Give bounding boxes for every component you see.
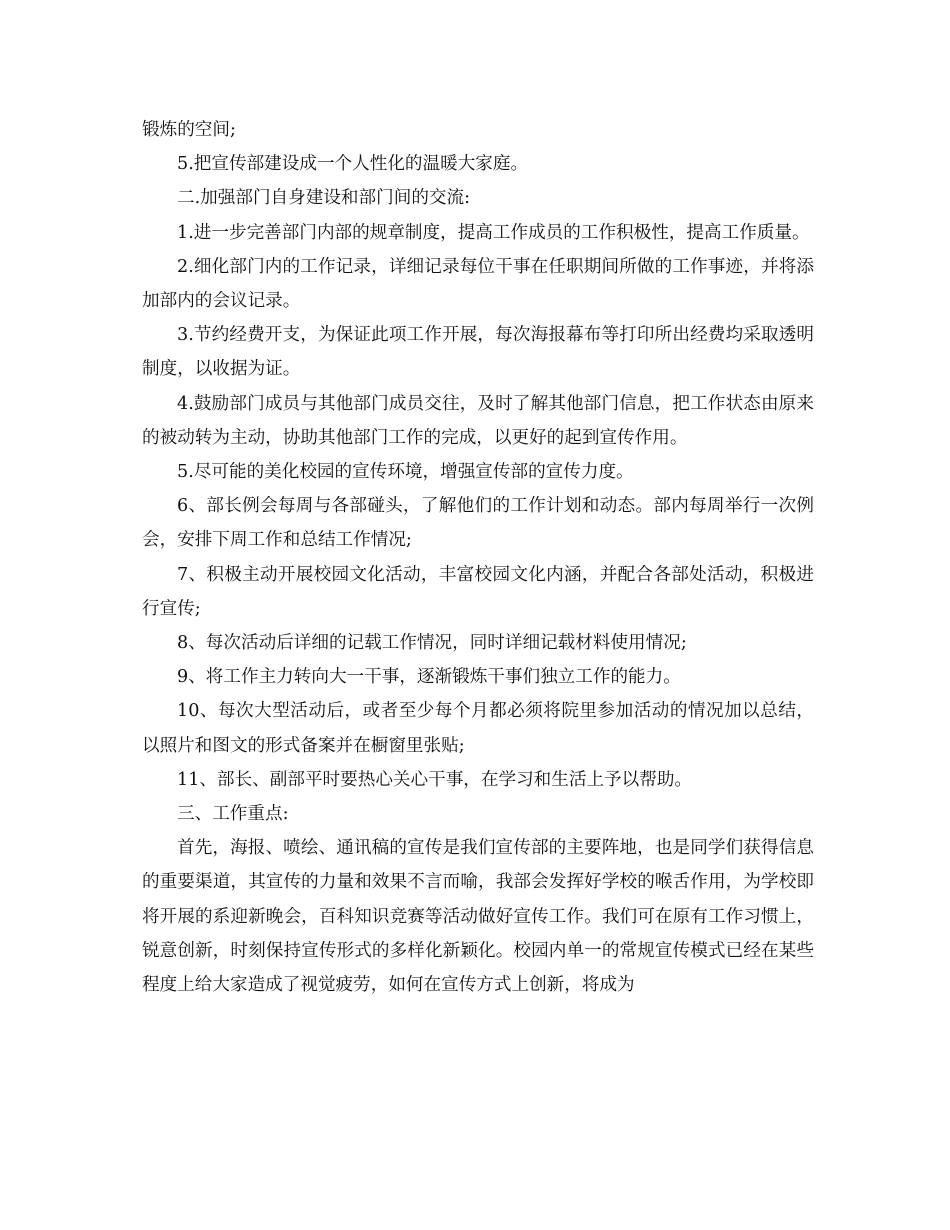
paragraph: 5.把宣传部建设成一个人性化的温暖大家庭。 [177,154,529,175]
paragraph: 5.尽可能的美化校园的宣传环境，增强宣传部的宣传力度。 [177,462,634,483]
document-body [142,113,814,1002]
paragraph: 4.鼓励部门成员与其他部门成员交往，及时了解其他部门信息，把工作状态由原来的被动转为主动，协助其他部门工作的完成，以更好的起到宣传作用。 [142,393,814,448]
section-heading: 二.加强部门自身建设和部门间的交流: [177,188,471,209]
paragraph: 3.节约经费开支，为保证此项工作开展，每次海报幕布等打印所出经费均采取透明制度，以收据为证。 [142,325,814,380]
paragraph: 6、部长例会每周与各部碰头，了解他们的工作计划和动态。部内每周举行一次例会，安排下周工作和总结工作情况; [142,496,814,551]
paragraph: 锻炼的空间; [142,120,236,140]
paragraph: 9、将工作主力转向大一干事，逐渐锻炼干事们独立工作的能力。 [177,667,681,688]
paragraph: 1.进一步完善部门内部的规章制度，提高工作成员的工作积极性，提高工作质量。 [177,222,810,243]
paragraph: 10、每次大型活动后，或者至少每个月都必须将院里参加活动的情况加以总结，以照片和图文的形式备案并在橱窗里张贴; [142,701,814,756]
paragraph: 7、积极主动开展校园文化活动，丰富校园文化内涵，并配合各部处活动，积极进行宣传; [142,564,814,619]
paragraph: 首先，海报、喷绘、通讯稿的宣传是我们宣传部的主要阵地，也是同学们获得信息的重要渠道，其宣传的力量和效果不言而喻，我部会发挥好学校的喉舌作用，为学校即将开展的系迎新晚会，百科知识竞赛等活动做好宣传工作。我们可在原有工作习惯上，锐意创新，时刻保持宣传形式的多样化新颖化。校园内单一的常规宣传模式已经在某些程度上给大家造成了视觉疲劳，如何在宣传方式上创新，将成为 [142,838,814,996]
paragraph: 2.细化部门内的工作记录，详细记录每位干事在任职期间所做的工作事迹，并将添加部内的会议记录。 [142,256,814,312]
paragraph: 11、部长、副部平时要热心关心干事，在学习和生活上予以帮助。 [177,769,693,790]
section-heading: 三、工作重点: [177,804,289,825]
paragraph: 8、每次活动后详细的记载工作情况，同时详细记载材料使用情况; [177,633,687,654]
